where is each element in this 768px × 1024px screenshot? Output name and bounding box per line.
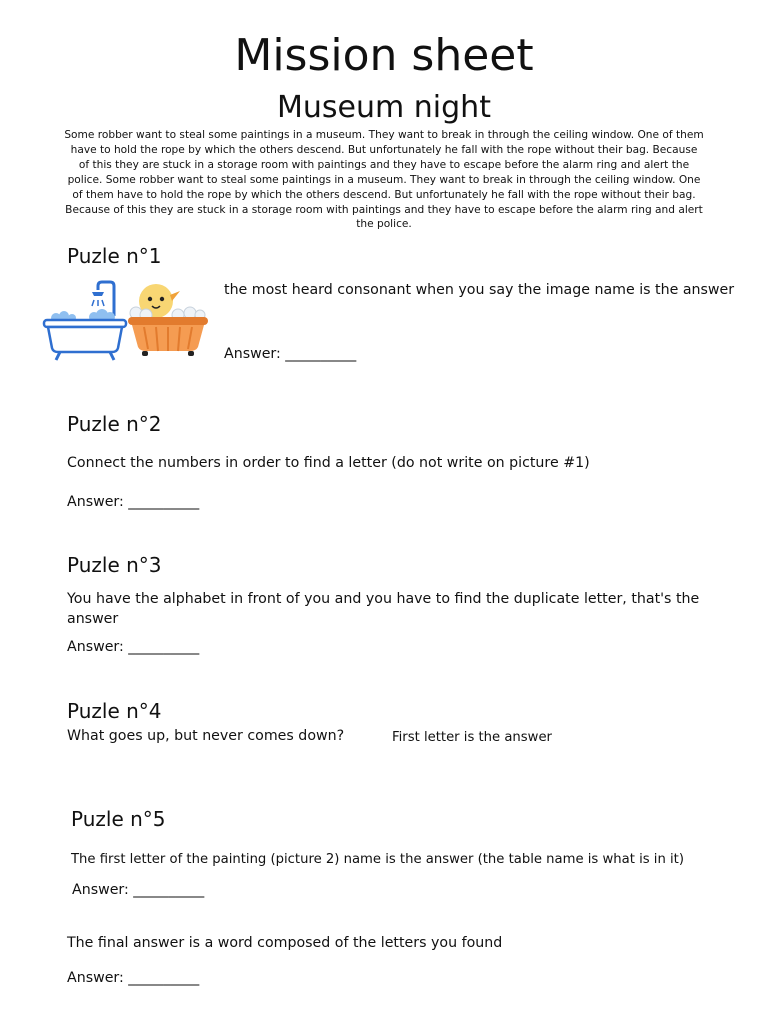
intro-paragraph: Some robber want to steal some paintings in a museum. They want to break in through the ceiling window. One of them have to hold the rope by which the others descend. But unfortunately he fall with the rope without their bag. Because of this they are stuck in a storage room with paintings and they have to escape before the alarm ring and alert the police. Some robber want to steal some paintings in a museum. They want to break in through the ceiling window. One of them have to hold the rope by which the others descend. But unfortunately he fall with the rope without their bag. Because of this they are stuck in a storage room with paintings and they have to escape before the alarm ring and alert the police. xyxy=(64,129,704,231)
puzzle-2-text: Connect the numbers in order to find a letter (do not write on picture #1) xyxy=(67,455,590,471)
puzzle-1-text: the most heard consonant when you say the image name is the answer xyxy=(224,282,735,298)
puzzle-2-heading: Puzle n°2 xyxy=(67,412,162,436)
puzzle-4-heading: Puzle n°4 xyxy=(67,699,162,723)
puzzle-1-heading: Puzle n°1 xyxy=(67,244,162,268)
puzzle-3-heading: Puzle n°3 xyxy=(67,553,162,577)
puzzle-4-text: What goes up, but never comes down? xyxy=(67,728,345,744)
puzzle-5-heading: Puzle n°5 xyxy=(71,807,166,831)
final-answer: Answer: __________ xyxy=(67,970,200,986)
puzzle-5-text: The first letter of the painting (picture 2) name is the answer (the table name is what is in it) xyxy=(71,852,684,867)
puzzle-2-answer: Answer: __________ xyxy=(67,494,200,510)
puzzle-1-answer: Answer: __________ xyxy=(224,346,357,362)
page-subtitle: Museum night xyxy=(277,90,491,125)
page-title: Mission sheet xyxy=(234,30,534,81)
duck-in-tub-icon xyxy=(126,279,210,357)
puzzle-4-hint: First letter is the answer xyxy=(392,730,552,745)
bathtub-icon xyxy=(42,280,128,362)
final-text: The final answer is a word composed of the letters you found xyxy=(67,935,503,951)
puzzle-5-answer: Answer: __________ xyxy=(72,882,205,898)
puzzle-3-text: You have the alphabet in front of you and you have to find the duplicate letter, that's the answer xyxy=(67,591,700,627)
puzzle-3-answer: Answer: __________ xyxy=(67,639,200,655)
